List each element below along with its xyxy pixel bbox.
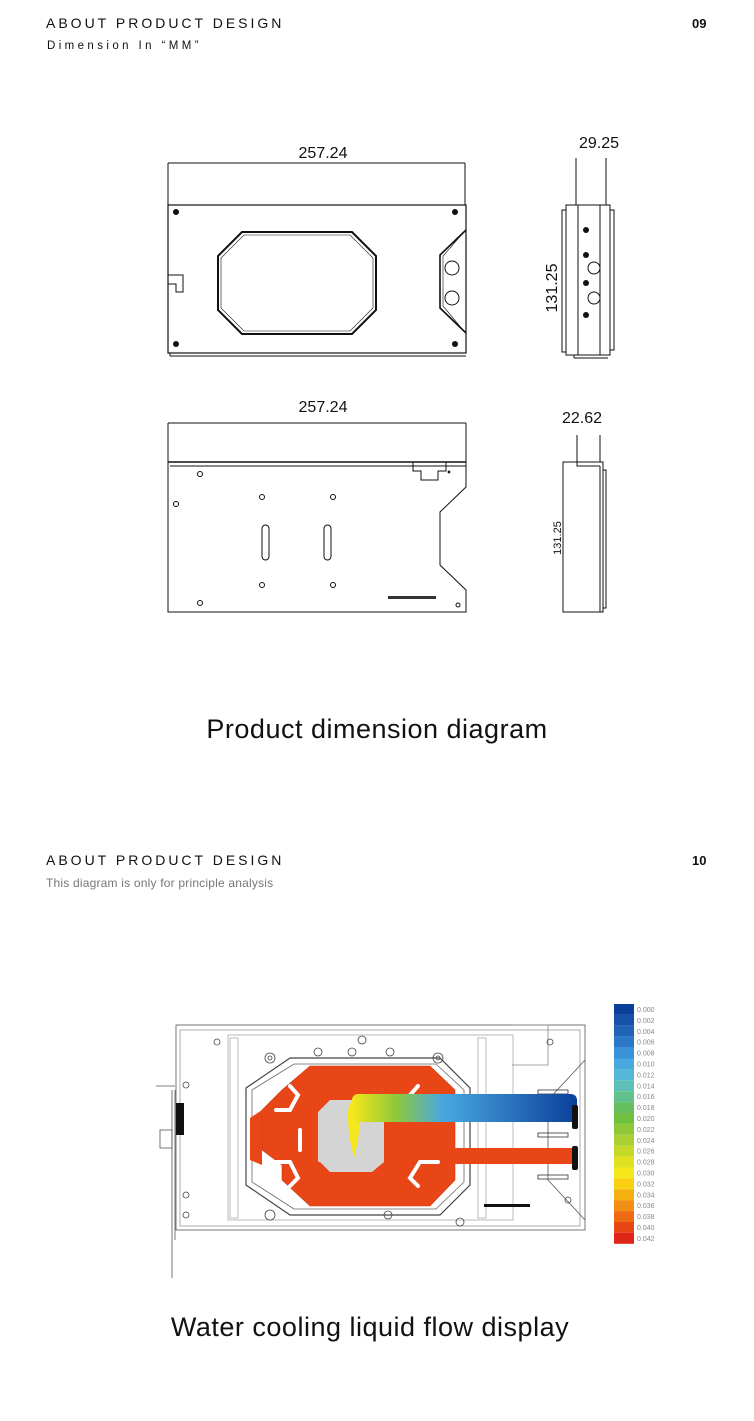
legend-swatch (614, 1233, 634, 1244)
legend-swatch (614, 1189, 634, 1200)
legend-label: 0.042 (637, 1235, 655, 1243)
legend-label: 0.024 (637, 1137, 655, 1145)
legend-swatch (614, 1059, 634, 1070)
side-view-drawing (562, 158, 614, 358)
legend-label: 0.026 (637, 1148, 655, 1156)
section2-heading: ABOUT PRODUCT DESIGN (46, 852, 285, 868)
legend-label: 0.034 (637, 1192, 655, 1200)
side-height-label: 131.25 (544, 263, 561, 313)
back-view-drawing (168, 423, 466, 612)
legend-swatch (614, 1102, 634, 1113)
legend-label: 0.030 (637, 1170, 655, 1178)
legend-swatch (614, 1211, 634, 1222)
front-width-label: 257.24 (298, 145, 348, 162)
legend-swatch (614, 1015, 634, 1026)
legend-label: 0.004 (637, 1028, 655, 1036)
inlet-flow-channel (352, 1094, 577, 1122)
legend-label: 0.010 (637, 1061, 655, 1069)
legend-label: 0.006 (637, 1039, 655, 1047)
legend-swatch (614, 1004, 634, 1015)
legend-swatch (614, 1168, 634, 1179)
outlet-flow-channel (440, 1148, 577, 1164)
legend-swatch (614, 1222, 634, 1233)
dimension-drawings (0, 0, 754, 700)
legend-swatch (614, 1048, 634, 1059)
legend-label: 0.028 (637, 1159, 655, 1167)
front-view-drawing (168, 163, 466, 356)
legend-swatch (614, 1037, 634, 1048)
legend-swatch (614, 1091, 634, 1102)
legend-label: 0.000 (637, 1007, 655, 1014)
legend-swatch (614, 1069, 634, 1080)
flow-velocity-legend (612, 1002, 682, 1252)
legend-label: 0.022 (637, 1126, 655, 1134)
legend-label: 0.016 (637, 1094, 655, 1102)
legend-swatch (614, 1178, 634, 1189)
legend-swatch (614, 1200, 634, 1211)
section2-subheading: This diagram is only for principle analysis (46, 876, 274, 890)
legend-swatch (614, 1157, 634, 1168)
legend-label: 0.038 (637, 1214, 655, 1222)
section2-caption: Water cooling liquid flow display (170, 1312, 570, 1342)
section1-subheading: Dimension In “MM” (47, 40, 202, 52)
legend-swatch (614, 1124, 634, 1135)
section1-page-number: 09 (692, 16, 707, 31)
legend-label: 0.008 (637, 1050, 655, 1058)
section1-heading: ABOUT PRODUCT DESIGN (46, 15, 285, 31)
legend-swatch (614, 1135, 634, 1146)
legend-label: 0.014 (637, 1083, 655, 1091)
legend-label: 0.012 (637, 1072, 655, 1080)
legend-swatch (614, 1146, 634, 1157)
legend-swatch (614, 1113, 634, 1124)
legend-label: 0.002 (637, 1017, 655, 1025)
legend-label: 0.018 (637, 1105, 655, 1113)
legend-label: 0.040 (637, 1225, 655, 1232)
legend-swatch (614, 1080, 634, 1091)
section1-caption: Product dimension diagram (206, 714, 548, 744)
legend-label: 0.032 (637, 1181, 655, 1189)
back-height-label: 131.25 (552, 521, 564, 555)
back-depth-label: 22.62 (561, 410, 603, 427)
side-depth-label: 29.25 (578, 135, 620, 152)
legend-label: 0.020 (637, 1116, 655, 1123)
back-side-view-drawing (563, 435, 606, 612)
back-width-label: 257.24 (298, 399, 348, 416)
legend-label: 0.036 (637, 1203, 655, 1211)
section2-page-number: 10 (692, 853, 707, 868)
legend-swatch (614, 1026, 634, 1037)
